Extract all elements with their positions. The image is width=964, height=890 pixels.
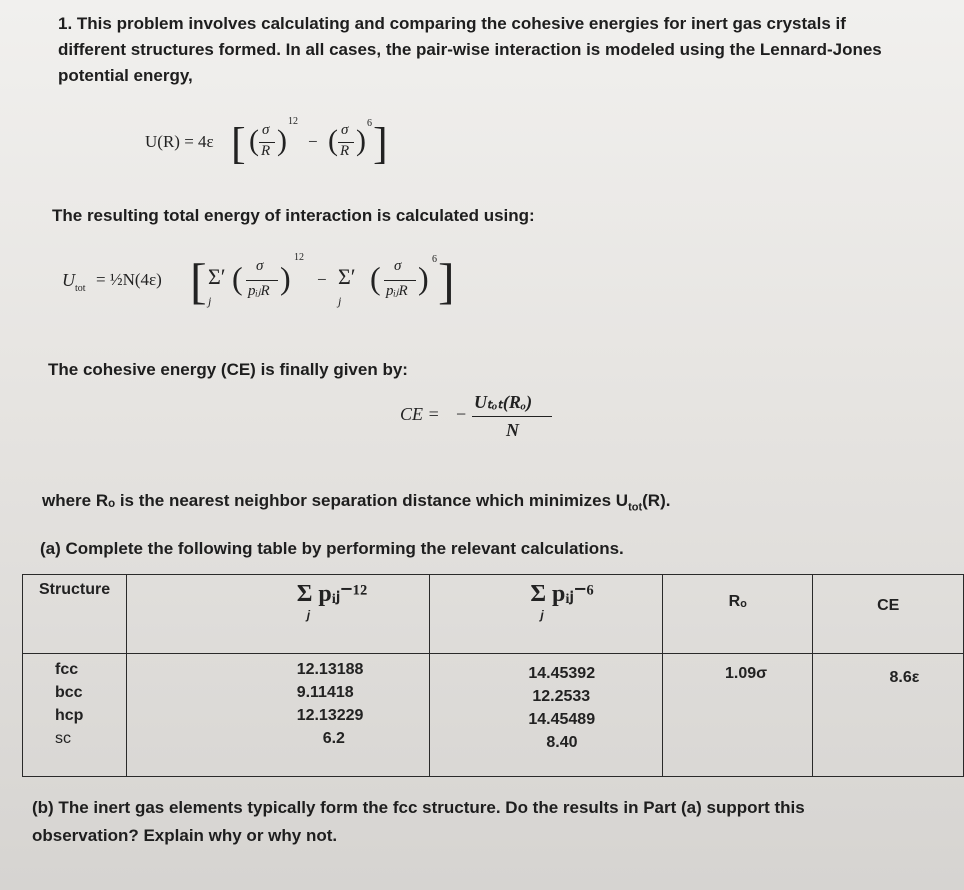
column-r0 — [662, 654, 813, 777]
table-cell-sum6: 8.40 — [546, 734, 578, 751]
column-structure — [23, 654, 127, 777]
cohesive-energy-table — [22, 574, 964, 777]
table-cell-sum12: 12.13188 — [296, 661, 364, 678]
lj-r-1: R — [261, 143, 271, 159]
utot-pijr-1: pᵢⱼR — [248, 283, 270, 299]
table-header-row — [23, 575, 964, 654]
sum-symbol-1: Σ′ — [208, 264, 226, 289]
lj-exp-12: 12 — [288, 116, 298, 127]
header-sum12-label: Σ pᵢⱼ⁻¹² — [296, 581, 368, 607]
lj-r-2: R — [340, 143, 350, 159]
lj-sigma-1: σ — [262, 122, 270, 138]
intro-line-3: potential energy, — [58, 66, 193, 85]
column-sum12 — [126, 654, 430, 777]
sum-index-2: j — [338, 294, 342, 308]
cohesive-energy-equation — [400, 388, 570, 448]
lj-lhs: U(R) = 4ε — [145, 132, 214, 151]
sum-symbol-2: Σ′ — [338, 264, 356, 289]
table-cell-sum6: 14.45392 — [528, 665, 596, 682]
table-cell-sum6: 14.45489 — [528, 711, 596, 728]
ce-denominator: N — [506, 420, 519, 440]
header-sum6-label: Σ pᵢⱼ⁻⁶ — [530, 581, 594, 607]
table-cell-r0: 1.09σ — [724, 665, 768, 682]
part-b-line-1: (b) The inert gas elements typically form the fcc structure. Do the results in Part (a) support this — [32, 798, 805, 817]
table-values-row — [23, 654, 964, 777]
table-cell-sum6: 12.2533 — [532, 688, 591, 705]
where-text-main: where Rₒ is the nearest neighbor separation distance which minimizes U — [42, 491, 629, 510]
sum-index-1: j — [208, 294, 212, 308]
ce-lhs: CE = — [400, 404, 440, 424]
table-cell-sum12: 12.13229 — [296, 707, 364, 724]
intro-line-2: different structures formed. In all cases, the pair-wise interaction is modeled using the Lennard-Jones — [58, 40, 882, 59]
header-sum6-index: j — [540, 608, 544, 622]
column-ce — [813, 654, 964, 777]
header-r0: Rₒ — [662, 575, 813, 654]
lj-minus: − — [308, 132, 318, 151]
table-cell-structure: fcc — [55, 661, 79, 678]
lj-sigma-2: σ — [341, 122, 349, 138]
total-energy-text: The resulting total energy of interaction is calculated using: — [52, 206, 535, 225]
utot-symbol: U — [62, 270, 75, 290]
cohesive-energy-text: The cohesive energy (CE) is finally given by: — [48, 360, 408, 379]
where-text-sub: tot — [628, 501, 643, 514]
utot-sigma-2: σ — [394, 258, 402, 274]
utot-pijr-2: pᵢⱼR — [386, 283, 408, 299]
part-a-text: (a) Complete the following table by performing the relevant calculations. — [40, 539, 624, 558]
where-text-end: (R). — [642, 491, 671, 510]
total-energy-equation: U tot = ½N(4ε) [ Σ′ j ( σ pᵢⱼR ) 12 − Σ′ j ( σ pᵢⱼR ) 6 ] — [62, 252, 455, 309]
table-cell-ce: 8.6ε — [889, 669, 920, 686]
utot-exp-6: 6 — [432, 254, 437, 265]
utot-sigma-1: σ — [256, 258, 264, 274]
utot-exp-12: 12 — [294, 252, 304, 263]
header-sum-p-12 — [126, 575, 430, 654]
table-cell-structure: bcc — [55, 684, 83, 701]
header-sum12-index: j — [306, 608, 311, 622]
utot-minus: − — [317, 270, 327, 289]
intro-line-1: 1. This problem involves calculating and comparing the cohesive energies for inert gas crystals if — [58, 14, 846, 33]
utot-eq: = ½N(4ε) — [96, 270, 162, 289]
ce-numerator: Uₜₒₜ(Rₒ) — [474, 392, 533, 412]
column-sum6 — [430, 654, 663, 777]
utot-sub: tot — [75, 283, 86, 294]
table-cell-sum12: 6.2 — [322, 730, 345, 747]
table-cell-structure: hcp — [55, 707, 84, 724]
header-sum-p-6 — [430, 575, 663, 654]
lj-exp-6: 6 — [367, 118, 372, 129]
header-structure: Structure — [23, 575, 127, 654]
table-cell-sum12: 9.11418 — [296, 684, 354, 701]
ce-minus: − — [456, 404, 467, 424]
part-b-line-2: observation? Explain why or why not. — [32, 826, 338, 845]
header-ce: CE — [813, 575, 964, 654]
lennard-jones-equation: U(R) = 4ε [ ( σ R ) 12 − ( σ R ) 6 ] — [145, 116, 388, 168]
table-cell-structure: sc — [55, 730, 71, 747]
where-text — [42, 487, 670, 521]
